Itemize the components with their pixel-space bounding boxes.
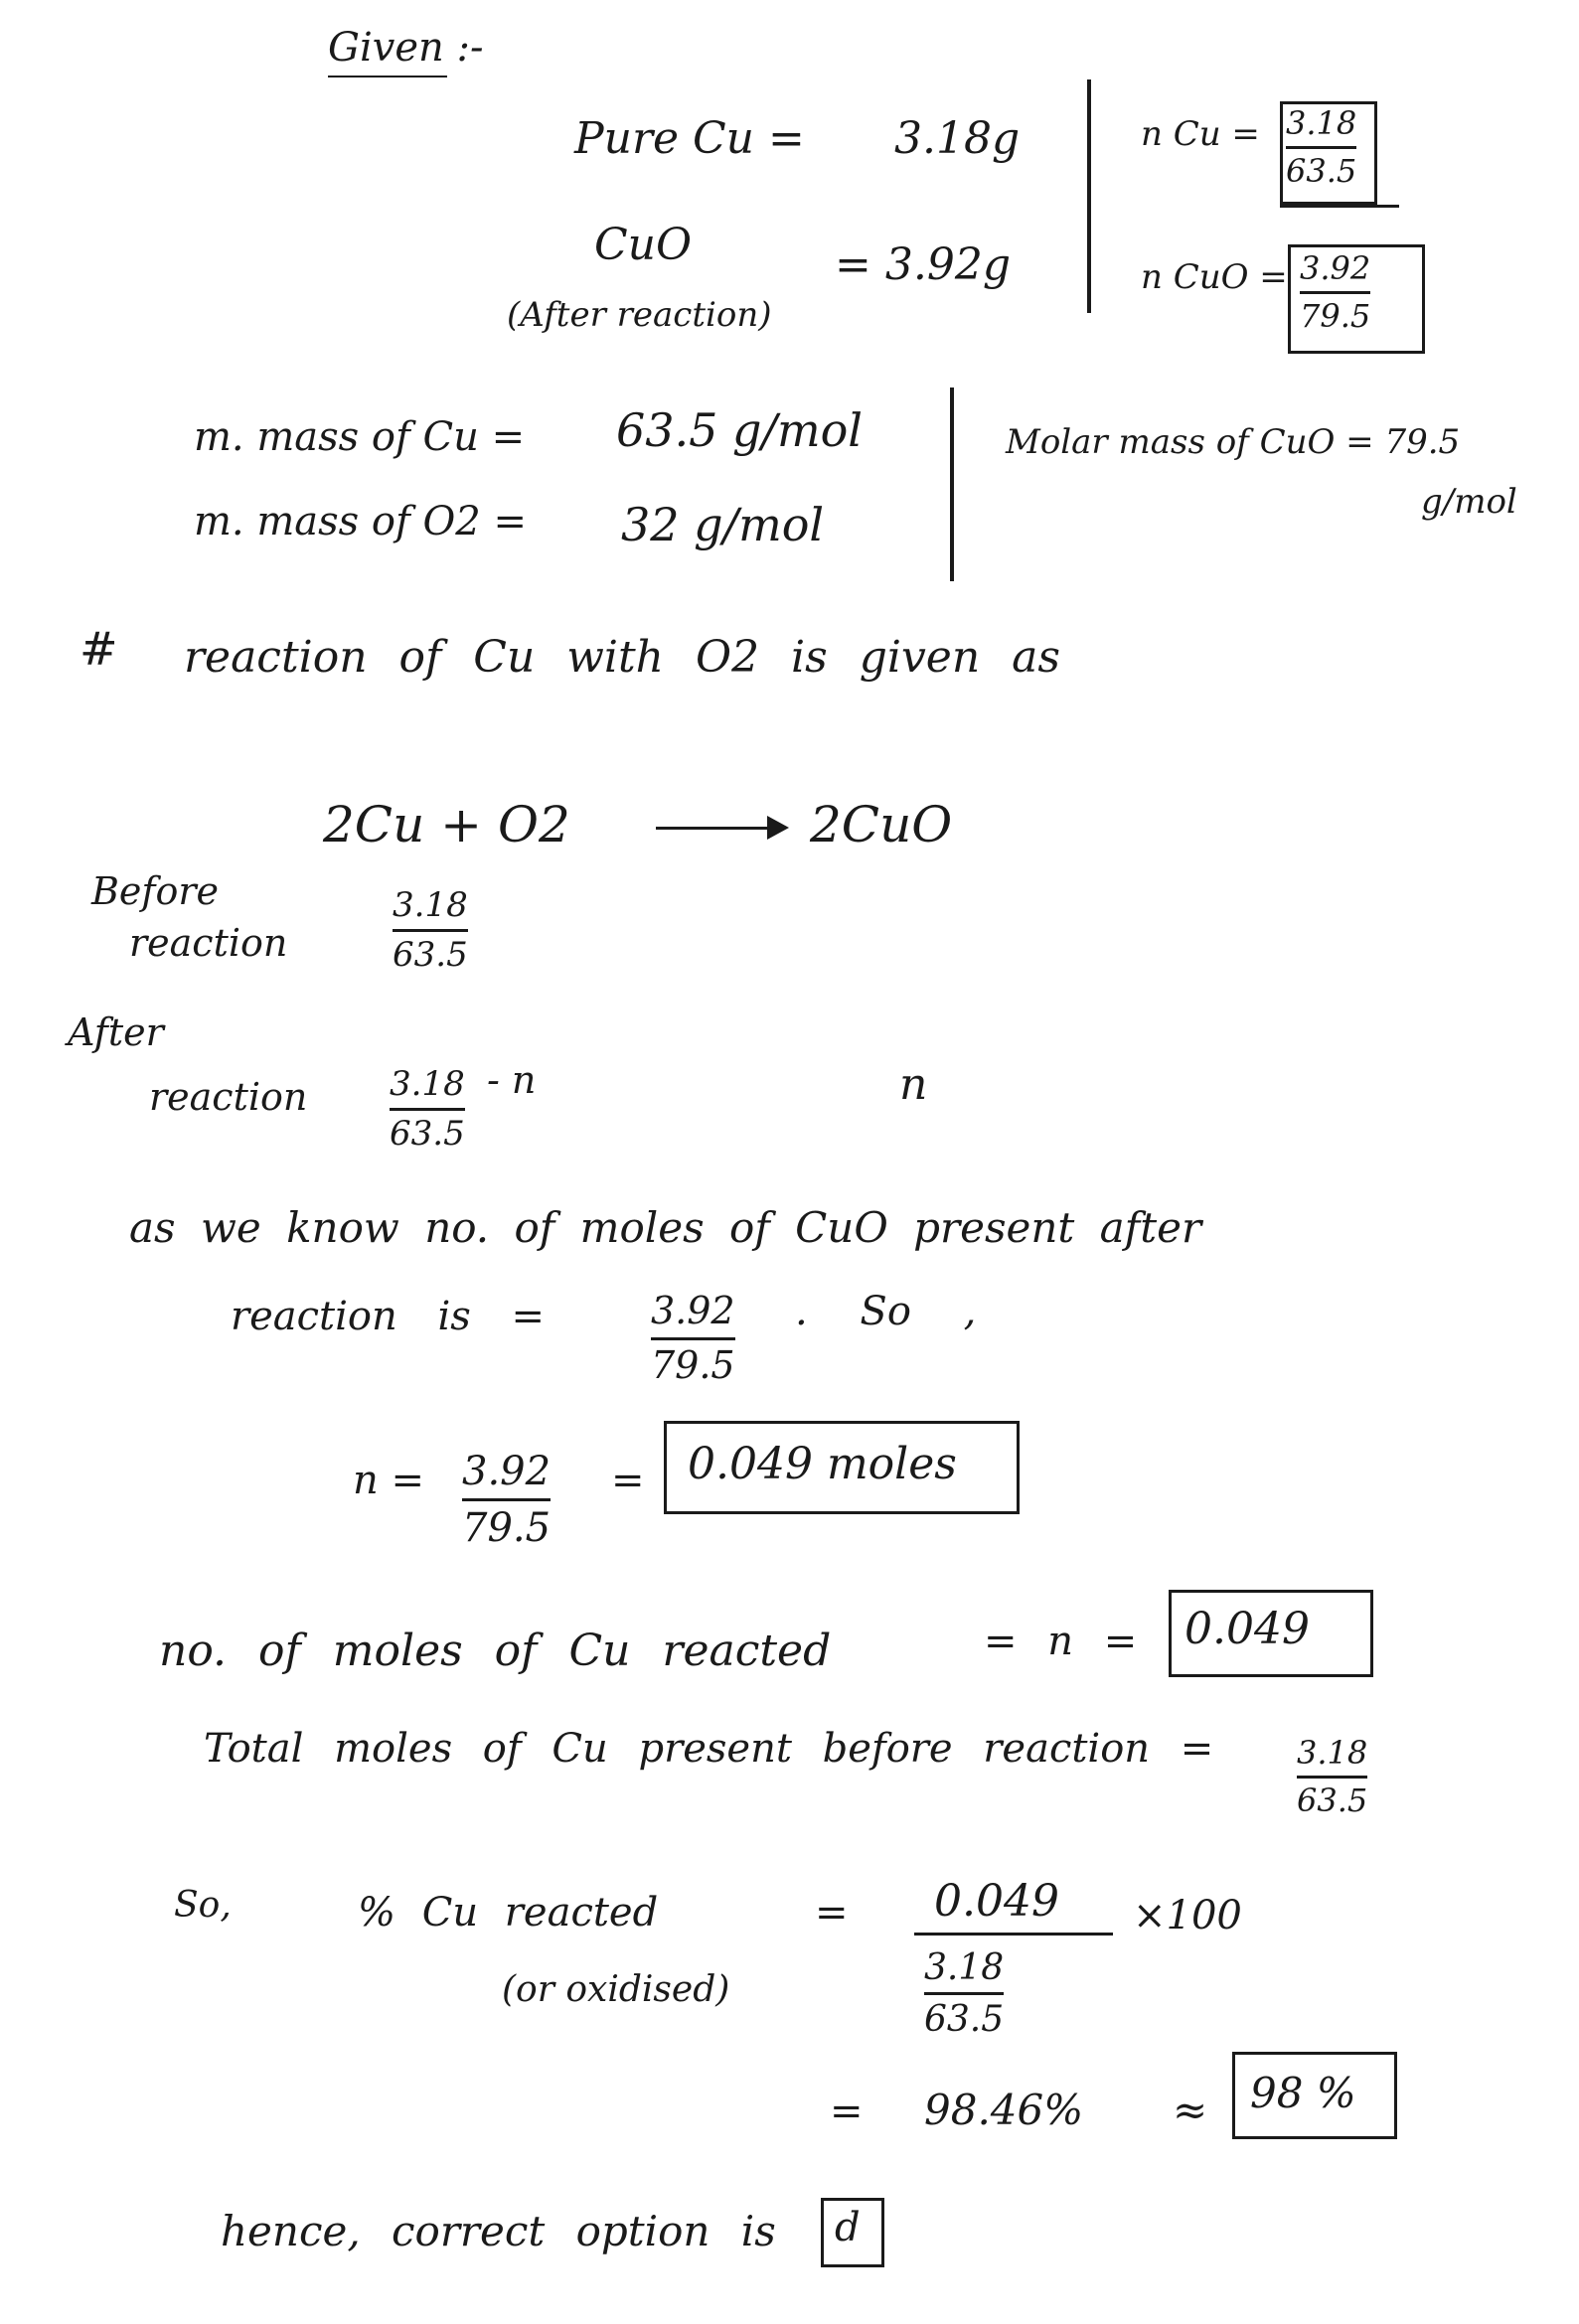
mass-cu-label: m. mass of Cu =	[194, 414, 526, 460]
cuo-value: = 3.92g	[835, 239, 1011, 290]
before-denominator: 63.5	[393, 935, 468, 976]
n-cuo-numerator: 3.92	[1300, 249, 1371, 287]
before-label-2: reaction	[129, 921, 288, 965]
know-line-2b: . So ,	[795, 1289, 977, 1334]
know-line-2a: reaction is =	[231, 1294, 546, 1339]
after-fraction	[390, 1065, 465, 1154]
percent-sublabel: (or oxidised)	[502, 1969, 730, 2010]
approx-sign: ≈	[1173, 2086, 1208, 2134]
after-label-1: After	[68, 1010, 164, 1054]
x-lhs: n =	[353, 1458, 424, 1503]
percent-result-eq: =	[830, 2089, 864, 2134]
before-numerator: 3.18	[393, 885, 468, 925]
conclusion-text: hence, correct option is	[221, 2207, 776, 2255]
x-denominator: 79.5	[462, 1505, 552, 1551]
after-label-2: reaction	[149, 1075, 308, 1119]
reacted-eq: = n =	[984, 1619, 1138, 1664]
percent-result: 98.46%	[924, 2086, 1084, 2134]
n-cu-numerator: 3.18	[1286, 104, 1357, 142]
conclusion-option: d	[835, 2205, 861, 2250]
cuo-sublabel: (After reaction)	[507, 295, 772, 335]
n-cu-label: n Cu =	[1141, 114, 1260, 154]
reaction-statement: reaction of Cu with O2 is given as	[184, 632, 1060, 683]
pure-cu-value: 3.18g	[894, 113, 1021, 164]
percent-inner-numerator: 3.18	[924, 1947, 1005, 1988]
reaction-lhs: 2Cu + O2	[323, 796, 570, 853]
x-result: 0.049 moles	[688, 1439, 957, 1489]
cuo-label: CuO	[594, 220, 693, 270]
percent-main-bar	[914, 1933, 1113, 1936]
mass-cuo-label: Molar mass of CuO = 79.5	[1006, 422, 1461, 462]
percent-eq: =	[815, 1890, 849, 1936]
before-label-1: Before	[91, 869, 220, 913]
total-moles-numerator: 3.18	[1297, 1734, 1368, 1772]
mass-o2-label: m. mass of O2 =	[194, 499, 527, 544]
percent-label: % Cu reacted	[358, 1890, 659, 1936]
x-fraction	[462, 1449, 551, 1551]
mass-cu-value: 63.5 g/mol	[616, 403, 864, 457]
before-fraction	[393, 886, 468, 975]
after-numerator: 3.18	[390, 1064, 465, 1104]
n-cu-underline	[1280, 205, 1399, 208]
reacted-value: 0.049	[1184, 1604, 1310, 1654]
percent-times: ×100	[1133, 1893, 1242, 1938]
know-denominator: 79.5	[651, 1342, 735, 1387]
total-moles-label: Total moles of Cu present before reaction =	[204, 1726, 1214, 1772]
x-equals: =	[611, 1458, 645, 1503]
percent-inner-fraction	[924, 1947, 1004, 2041]
percent-final: 98 %	[1250, 2069, 1356, 2117]
percent-so: So,	[174, 1885, 232, 1926]
know-fraction	[651, 1290, 735, 1387]
percent-inner-denominator: 63.5	[924, 1999, 1005, 2041]
total-moles-denominator: 63.5	[1297, 1781, 1368, 1819]
after-minus-x: - n	[487, 1058, 537, 1102]
mass-cuo-unit: g/mol	[1421, 482, 1517, 522]
n-cu-denominator: 63.5	[1286, 151, 1357, 190]
given-heading: Given :-	[328, 25, 484, 71]
given-underline	[328, 76, 447, 77]
n-cuo-label: n CuO =	[1141, 257, 1288, 297]
after-x: n	[899, 1059, 928, 1110]
reacted-label: no. of moles of Cu reacted	[159, 1626, 832, 1676]
hash-mark: #	[79, 622, 118, 676]
total-moles-fraction	[1297, 1735, 1367, 1819]
n-cuo-denominator: 79.5	[1300, 296, 1371, 335]
n-cuo-fraction	[1300, 250, 1370, 335]
after-denominator: 63.5	[390, 1114, 465, 1155]
n-cu-fraction	[1286, 105, 1356, 190]
percent-numerator: 0.049	[934, 1876, 1059, 1927]
reaction-rhs: 2CuO	[810, 796, 953, 853]
reaction-arrow	[656, 827, 785, 830]
know-line-1: as we know no. of moles of CuO present after	[129, 1203, 1202, 1252]
given-divider	[1087, 79, 1091, 313]
know-numerator: 3.92	[651, 1289, 735, 1332]
pure-cu-label: Pure Cu =	[574, 113, 805, 164]
x-numerator: 3.92	[462, 1449, 552, 1494]
mass-divider	[950, 387, 954, 581]
mass-o2-value: 32 g/mol	[621, 498, 825, 551]
